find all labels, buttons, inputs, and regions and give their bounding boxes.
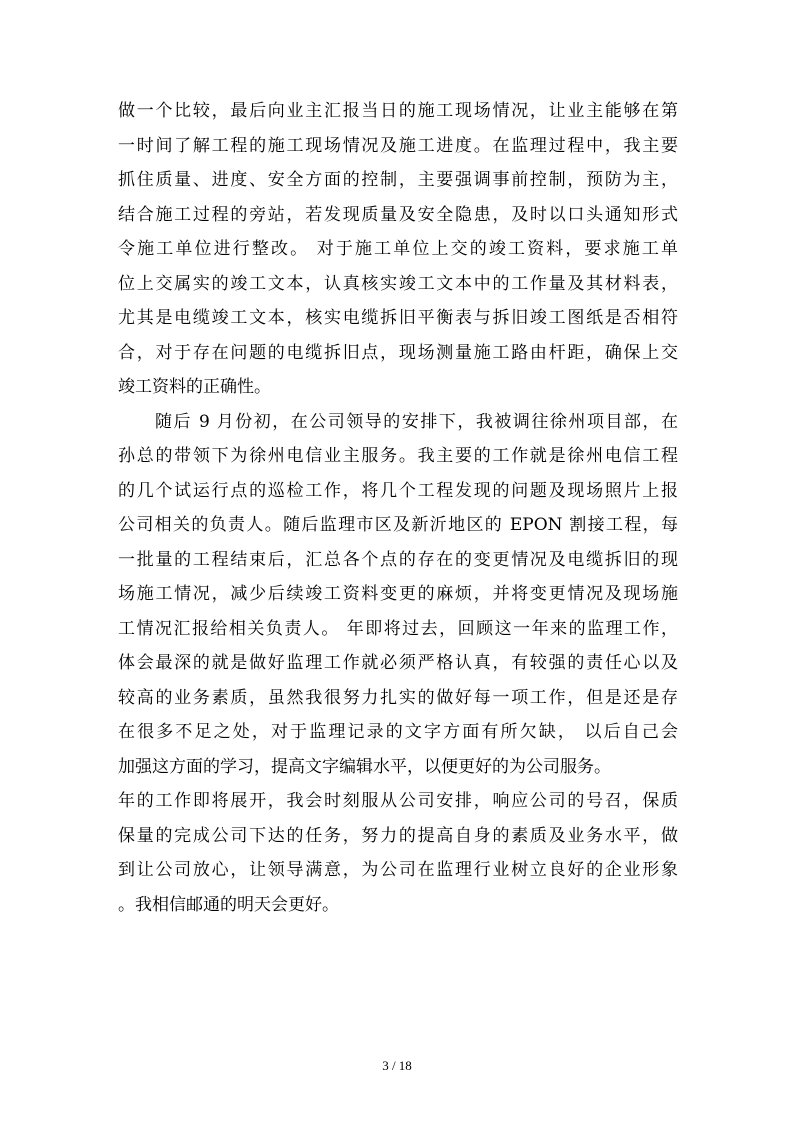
text-line: 一批量的工程结束后，汇总各个点的存在的变更情况及电缆拆旧的现 <box>118 549 678 570</box>
text-line: 尤其是电缆竣工文本，核实电缆拆旧平衡表与拆旧竣工图纸是否相符 <box>118 308 678 328</box>
text-line: 的几个试运行点的巡检工作，将几个工程发现的问题及现场照片上报 <box>118 480 678 501</box>
page-number: 3 / 18 <box>382 1058 412 1073</box>
text-line: 加强这方面的学习，提高文字编辑水平，以便更好的为公司服务。 <box>118 756 611 777</box>
text-line: 竣工资料的正确性。 <box>118 377 271 397</box>
text-line: 场施工情况，减少后续竣工资料变更的麻烦，并将变更情况及现场施 <box>118 584 678 604</box>
text-line: 体会最深的就是做好监理工作就必须严格认真，有较强的责任心以及 <box>118 653 678 673</box>
text-line: 到让公司放心，让领导满意，为公司在监理行业树立良好的企业形象 <box>118 860 678 880</box>
text-line: 位上交属实的竣工文本，认真核实竣工文本中的工作量及其材料表， <box>118 273 678 294</box>
text-line: 。我相信邮通的明天会更好。 <box>118 894 339 915</box>
text-line: 工情况汇报给相关负责人。 年即将过去，回顾这一年来的监理工作， <box>118 618 678 639</box>
text-line: 抓住质量、进度、安全方面的控制，主要强调事前控制，预防为主， <box>118 170 678 190</box>
text-line: 随后 9 月份初，在公司领导的安排下，我被调往徐州项目部，在 <box>118 411 678 432</box>
text-line: 较高的业务素质，虽然我很努力扎实的做好每一项工作，但是还是存 <box>118 687 678 708</box>
text-line: 保量的完成公司下达的任务，努力的提高自身的素质及业务水平，做 <box>118 825 678 846</box>
text-line: 在很多不足之处，对于监理记录的文字方面有所欠缺， 以后自己会 <box>118 722 678 742</box>
text-line: 令施工单位进行整改。 对于施工单位上交的竣工资料，要求施工单 <box>118 239 678 259</box>
text-line: 做一个比较，最后向业主汇报当日的施工现场情况，让业主能够在第 <box>118 101 678 121</box>
text-line: 一时间了解工程的施工现场情况及施工进度。在监理过程中，我主要 <box>118 135 678 156</box>
text-line: 孙总的带领下为徐州电信业主服务。我主要的工作就是徐州电信工程 <box>118 446 678 466</box>
body-text <box>118 94 678 922</box>
text-line: 结合施工过程的旁站，若发现质量及安全隐患，及时以口头通知形式 <box>118 204 678 225</box>
text-line: 年的工作即将展开，我会时刻服从公司安排，响应公司的号召，保质 <box>118 791 678 811</box>
text-line: 公司相关的负责人。随后监理市区及新沂地区的 EPON 割接工程，每 <box>118 515 678 535</box>
text-line: 合，对于存在问题的电缆拆旧点，现场测量施工路由杆距，确保上交 <box>118 342 678 363</box>
